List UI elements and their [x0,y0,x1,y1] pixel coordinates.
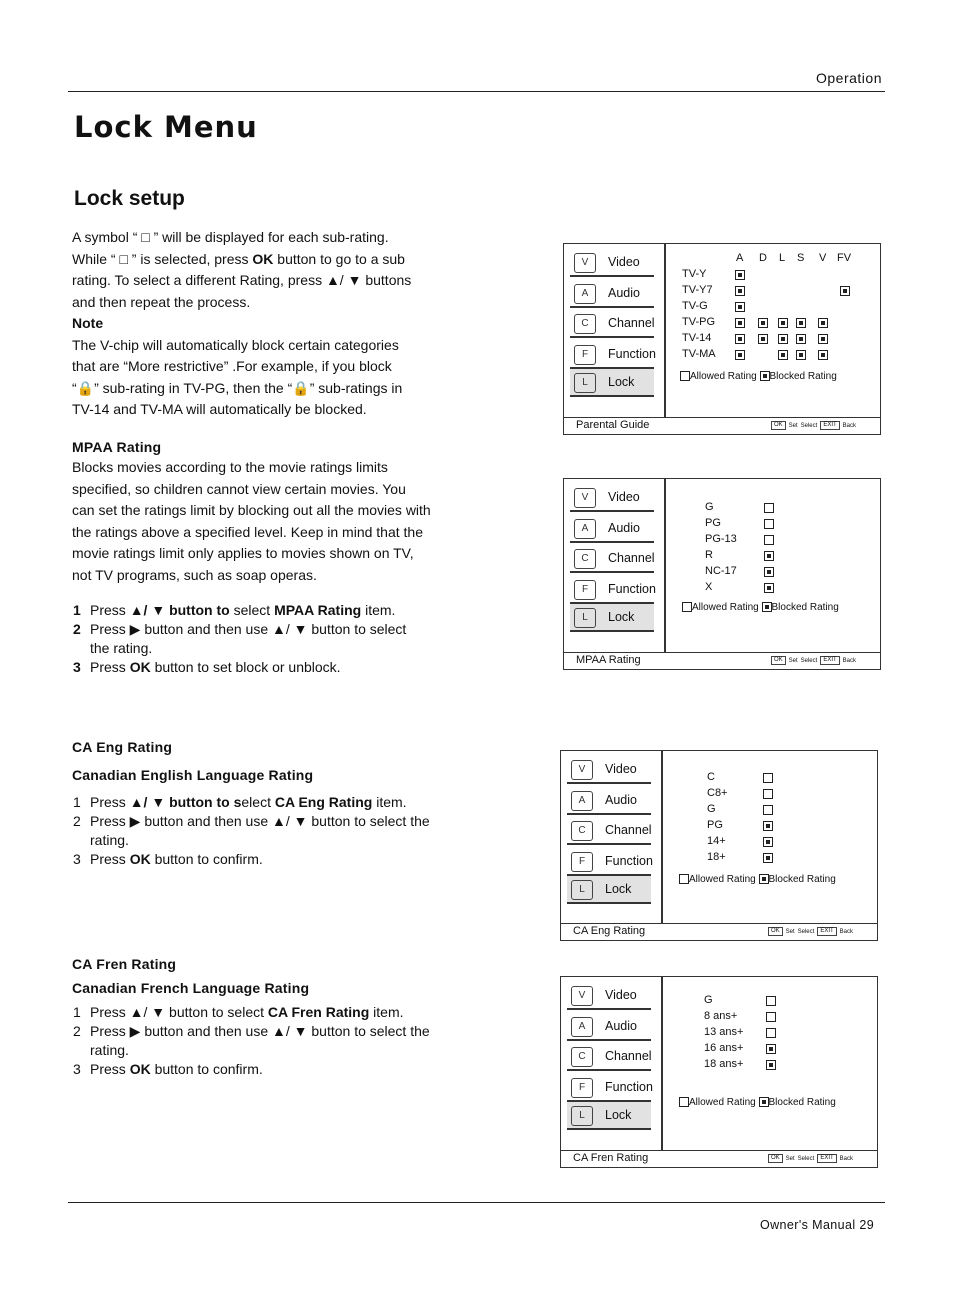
rating-label: PG [707,819,723,831]
menu-item-function[interactable] [567,848,651,876]
allowed-label: Allowed Rating [689,874,756,885]
rating-cell[interactable] [735,286,745,296]
key-hint-select: Select [797,1155,815,1162]
mpaa-text: Blocks movies according to the movie ratings limits specified, so children cannot view certain movies. You can set the ratings limit by blocking out all the movies with the ratings above a specified level. Keep in mind that the movie ratings limit only applies to movies shown on TV, not TV programs, such as soap operas. [72,459,431,583]
lock-icon: L [571,1106,593,1126]
allowed-icon [679,874,689,884]
menu-item-lock[interactable] [570,604,654,632]
menu-item-label: Video [608,255,640,269]
rating-cell[interactable] [735,334,745,344]
rating-label: PG-13 [705,533,737,545]
rating-label: 18 ans+ [704,1058,744,1070]
key-hint-set: Set [785,928,795,935]
note-line: TV-14 and TV-MA will automatically be blocked. [72,401,367,417]
cafren-heading: CA Fren Rating [72,956,177,972]
menu-item-label: Function [605,854,653,868]
key-hint-exit: EXIT [820,421,839,430]
allowed-label: Allowed Rating [690,371,757,382]
menu-item-video[interactable] [567,982,651,1010]
rating-label: C8+ [707,787,728,799]
blocked-label: Blocked Rating [768,874,836,885]
ca-eng-rating-screen [560,750,878,941]
rating-cell[interactable] [796,318,806,328]
rating-state[interactable] [764,551,774,561]
rating-cell[interactable] [778,334,788,344]
video-icon: V [574,488,596,508]
caeng-subheading: Canadian English Language Rating [72,767,314,783]
menu-item-function[interactable] [567,1074,651,1102]
rating-cell[interactable] [796,334,806,344]
rating-label: TV-MA [682,348,716,360]
rating-state[interactable] [763,789,773,799]
rating-label: 8 ans+ [704,1010,738,1022]
rating-legend [679,874,836,885]
key-hint-set: Set [785,1155,795,1162]
screen-footer-label: Parental Guide [576,419,650,431]
rating-state[interactable] [763,821,773,831]
key-hint-exit: EXIT [820,656,839,665]
menu-item-label: Audio [605,1019,637,1033]
channel-icon: C [574,549,596,569]
menu-item-label: Channel [608,316,655,330]
rating-state[interactable] [763,805,773,815]
menu-item-audio[interactable] [570,515,654,543]
key-hint-ok: OK [771,656,786,665]
menu-item-video[interactable] [567,756,651,784]
column-header: FV [837,252,852,264]
screen-footer [564,417,880,434]
rating-cell[interactable] [796,350,806,360]
rating-state[interactable] [766,1060,776,1070]
rating-label: G [705,501,714,513]
allowed-icon [680,371,690,381]
function-icon: F [571,1078,593,1098]
menu-item-function[interactable] [570,341,654,369]
allowed-icon [682,602,692,612]
key-hint-ok: OK [768,1154,783,1163]
intro-line: rating. To select a different Rating, press ▲/ ▼ buttons [72,272,412,288]
key-hint-back: Back [839,928,853,935]
function-icon: F [574,580,596,600]
rating-label: 16 ans+ [704,1042,744,1054]
rating-label: R [705,549,713,561]
menu-sidebar [561,751,663,923]
menu-item-channel[interactable] [570,545,654,573]
rating-cell[interactable] [778,350,788,360]
key-hint-set: Set [788,422,798,429]
intro-line: While “ □ ” is selected, press OK button to go to a sub [72,250,405,267]
rating-cell[interactable] [758,334,768,344]
rating-state[interactable] [764,519,774,529]
note-label: Note [72,315,104,331]
rating-label: G [707,803,716,815]
menu-item-label: Lock [608,610,635,624]
menu-item-function[interactable] [570,576,654,604]
audio-icon: A [574,519,596,539]
column-header: A [736,252,744,264]
key-hints [768,1154,853,1163]
menu-sidebar [561,977,663,1150]
rating-cell[interactable] [758,318,768,328]
rating-state[interactable] [764,583,774,593]
menu-item-label: Audio [608,286,640,300]
menu-item-label: Function [605,1080,653,1094]
key-hints [771,421,856,430]
column-header: L [779,252,786,264]
rating-cell[interactable] [818,350,828,360]
key-hint-select: Select [800,422,818,429]
rating-label: PG [705,517,721,529]
rating-label: G [704,994,713,1006]
rating-legend [679,1097,836,1108]
rating-cell[interactable] [778,318,788,328]
channel-icon: C [571,1047,593,1067]
rating-legend [682,602,839,613]
blocked-icon [762,602,772,612]
rating-label: TV-14 [682,332,712,344]
key-hint-select: Select [800,657,818,664]
note-line: that are “More restrictive” .For example, if you block [72,358,392,374]
key-hints [771,656,856,665]
rating-label: NC-17 [705,565,737,577]
screen-footer-label: CA Eng Rating [573,925,646,937]
menu-item-label: Function [608,582,656,596]
video-icon: V [571,760,593,780]
menu-item-label: Channel [605,1049,652,1063]
key-hint-ok: OK [771,421,786,430]
mpaa-heading: MPAA Rating [72,439,162,455]
section-header: Operation [816,70,882,86]
menu-item-label: Lock [608,375,635,389]
page-title: Lock Menu [74,110,258,144]
video-icon: V [574,253,596,273]
function-icon: F [571,852,593,872]
rating-state[interactable] [766,1028,776,1038]
channel-icon: C [571,821,593,841]
channel-icon: C [574,314,596,334]
menu-item-label: Video [608,490,640,504]
page-footer: Owner's Manual 29 [760,1218,875,1232]
menu-item-label: Video [605,988,637,1002]
cafren-steps: 1 Press ▲/ ▼ button to select CA Fren Rating item. 2 Press ▶ button and then use ▲/ ▼ button to select the rating. 3 Press OK button to confirm. [73,1004,430,1077]
rating-state[interactable] [763,837,773,847]
caeng-heading: CA Eng Rating [72,739,173,755]
screen-footer [564,652,880,669]
allowed-icon [679,1097,689,1107]
rating-cell[interactable] [818,318,828,328]
audio-icon: A [571,791,593,811]
screen-footer [561,1150,877,1167]
blocked-icon [759,874,769,884]
blocked-icon [759,1097,769,1107]
rating-label: TV-Y [682,268,707,280]
audio-icon: A [574,284,596,304]
lock-icon: L [571,880,593,900]
menu-item-label: Channel [605,823,652,837]
rating-label: TV-PG [682,316,716,328]
audio-icon: A [571,1017,593,1037]
rating-state[interactable] [763,853,773,863]
menu-item-label: Lock [605,1108,632,1122]
menu-item-lock[interactable] [567,1102,651,1130]
section-title: Lock setup [74,187,185,210]
menu-sidebar [564,244,666,417]
key-hint-back: Back [842,657,856,664]
column-header: D [759,252,767,264]
rating-cell[interactable] [735,302,745,312]
rating-state[interactable] [766,1012,776,1022]
screen-footer-label: MPAA Rating [576,654,641,666]
rating-state[interactable] [763,773,773,783]
mpaa-rating-screen [563,478,881,670]
blocked-icon [760,371,770,381]
rating-label: C [707,771,715,783]
rating-label: 14+ [707,835,726,847]
menu-item-channel[interactable] [570,310,654,338]
menu-item-label: Channel [608,551,655,565]
lock-icon: L [574,373,596,393]
rating-cell[interactable] [818,334,828,344]
rating-state[interactable] [766,1044,776,1054]
key-hint-exit: EXIT [817,927,836,936]
rating-cell[interactable] [735,318,745,328]
bottom-rule [68,1202,885,1203]
rating-state[interactable] [766,996,776,1006]
allowed-label: Allowed Rating [689,1097,756,1108]
rating-label: 18+ [707,851,726,863]
menu-item-label: Video [605,762,637,776]
menu-item-audio[interactable] [567,787,651,815]
menu-item-video[interactable] [570,484,654,512]
rating-legend [680,371,837,382]
cafren-subheading: Canadian French Language Rating [72,980,310,996]
blocked-label: Blocked Rating [768,1097,836,1108]
function-icon: F [574,345,596,365]
menu-item-lock[interactable] [567,876,651,904]
lock-icon: L [574,608,596,628]
menu-item-channel[interactable] [567,817,651,845]
screen-footer [561,923,877,940]
rating-state[interactable] [764,503,774,513]
menu-item-audio[interactable] [570,280,654,308]
menu-item-lock[interactable] [570,369,654,397]
intro-line: A symbol “ □ ” will be displayed for each sub-rating. [72,229,389,245]
video-icon: V [571,986,593,1006]
allowed-label: Allowed Rating [692,602,759,613]
caeng-steps: 1 Press ▲/ ▼ button to select CA Eng Rating item. 2 Press ▶ button and then use ▲/ ▼ button to select the rating. 3 Press OK button to confirm. [73,794,430,867]
rating-label: X [705,581,713,593]
key-hint-back: Back [842,422,856,429]
menu-item-channel[interactable] [567,1043,651,1071]
column-header: V [819,252,827,264]
rating-label: TV-Y7 [682,284,713,296]
menu-item-label: Function [608,347,656,361]
note-line: The V-chip will automatically block certain categories [72,336,399,353]
rating-state[interactable] [764,567,774,577]
note-line: “🔒” sub-rating in TV-PG, then the “🔒” sub-ratings in [72,379,403,396]
key-hint-set: Set [788,657,798,664]
rating-cell[interactable] [840,286,850,296]
intro-line: and then repeat the process. [72,293,251,310]
menu-item-video[interactable] [570,249,654,277]
key-hint-ok: OK [768,927,783,936]
menu-sidebar [564,479,666,652]
menu-item-label: Audio [605,793,637,807]
key-hints [768,927,853,936]
blocked-label: Blocked Rating [769,371,837,382]
rating-label: 13 ans+ [704,1026,744,1038]
key-hint-back: Back [839,1155,853,1162]
rating-label: TV-G [682,300,708,312]
blocked-label: Blocked Rating [771,602,839,613]
menu-item-label: Audio [608,521,640,535]
rating-cell[interactable] [735,350,745,360]
menu-item-label: Lock [605,882,632,896]
key-hint-select: Select [797,928,815,935]
column-header: S [797,252,805,264]
screen-footer-label: CA Fren Rating [573,1152,649,1164]
menu-item-audio[interactable] [567,1013,651,1041]
top-rule [68,91,885,92]
parental-guide-screen [563,243,881,435]
key-hint-exit: EXIT [817,1154,836,1163]
rating-state[interactable] [764,535,774,545]
rating-cell[interactable] [735,270,745,280]
intro-text [72,227,492,421]
ca-fren-rating-screen [560,976,878,1168]
mpaa-steps: 1 Press ▲/ ▼ button to select MPAA Rating item. 2 Press ▶ button and then use ▲/ ▼ button to select the rating. 3 Press OK button to set block or unblock. [73,602,407,675]
